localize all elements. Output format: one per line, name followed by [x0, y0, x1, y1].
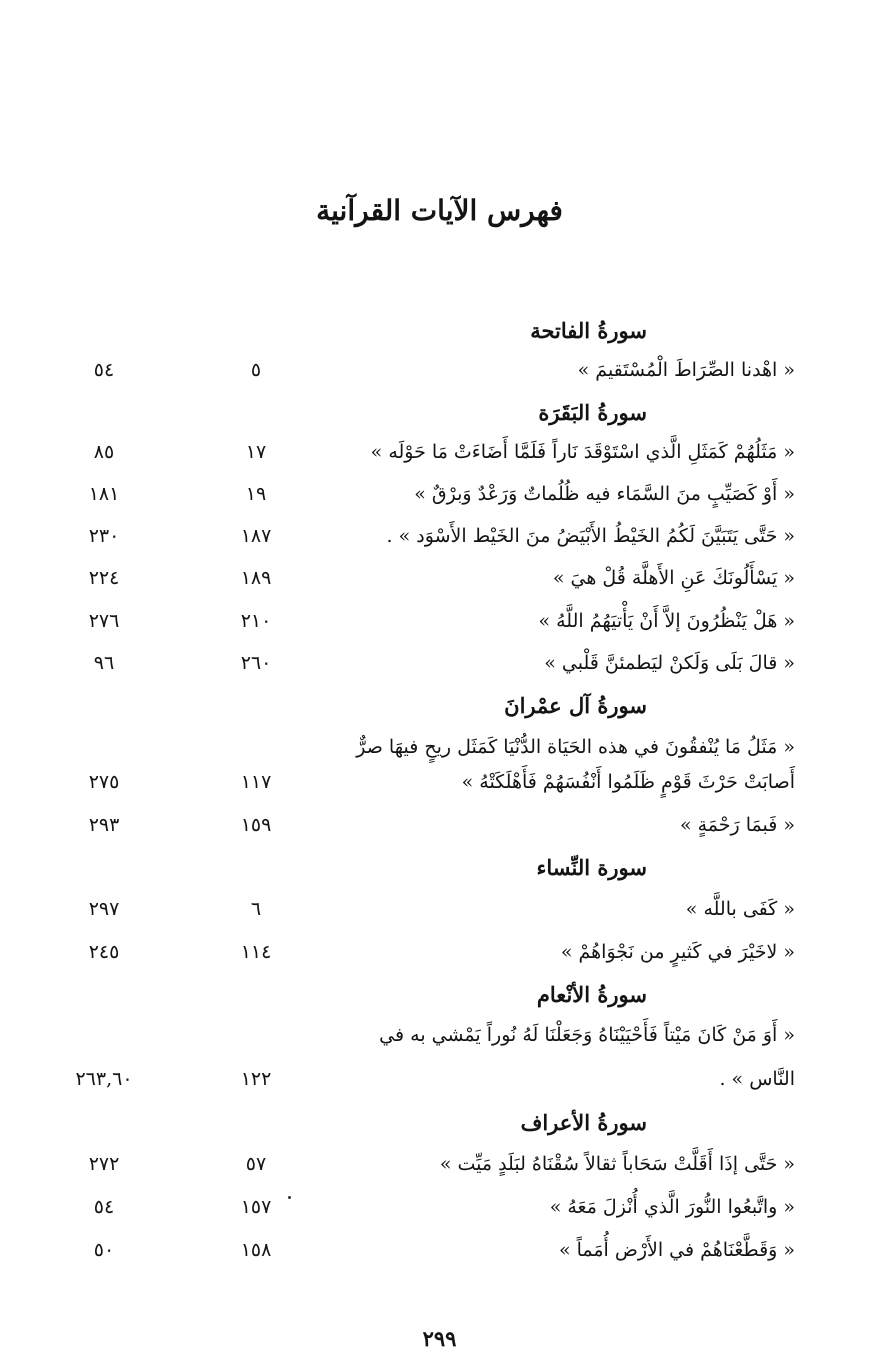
- page-number: ٢٩٩: [422, 1326, 457, 1351]
- page-reference: ٥٤: [93, 359, 115, 381]
- page-reference: ٥٤: [93, 1196, 115, 1218]
- verse-text: « لاخَيْرَ في كَثيرٍ من نَجْوَاهُمْ »: [560, 941, 795, 963]
- ayah-number: ٦: [250, 898, 262, 920]
- surah-heading: سورةُ الأنْعام: [536, 982, 647, 1007]
- surah-heading: سورة النِّساء: [536, 855, 647, 880]
- page-reference: ٢٧٢: [88, 1153, 120, 1175]
- page-reference: ١٨١: [88, 483, 120, 505]
- verse-text: « اهْدنا الصِّرَاطَ الْمُسْتَقيمَ »: [577, 359, 795, 381]
- page-reference: ٩٦: [93, 652, 115, 674]
- verse-text: « واتَّبعُوا النُّورَ الَّذي أُنْزلَ مَعَهُ »: [549, 1196, 795, 1218]
- ayah-number: ٥٧: [245, 1153, 267, 1175]
- ayah-number: ٢١٠: [240, 610, 272, 632]
- verse-text: « وَقَطَّعْنَاهُمْ في الأَرْض أُمَماً »: [558, 1239, 795, 1261]
- ayah-number: ١٥٨: [240, 1239, 272, 1261]
- page-reference: ٢٣٠: [88, 525, 120, 547]
- verse-text: « كَفَى باللَّه »: [685, 898, 795, 920]
- ayah-number: ١٨٩: [240, 567, 272, 589]
- verse-text: « أَوَ مَنْ كَانَ مَيْتاً فَأَحْيَيْنَاهُ وَجَعَلْنَا لَهُ نُوراً يَمْشي به في: [379, 1024, 795, 1046]
- ayah-number: ١٥٩: [240, 814, 272, 836]
- ayah-number: ١٧: [245, 441, 267, 463]
- verse-text: « هَلْ يَنْظُرُونَ إلاَّ أَنْ يَأْتيَهُمُ اللَّهُ »: [538, 610, 795, 632]
- verse-text: النَّاس » .: [719, 1068, 795, 1090]
- ayah-number: ١١٧: [240, 771, 272, 793]
- verse-text: « يَسْأَلُونَكَ عَنِ الأَهلَّة قُلْ هيَ »: [552, 567, 795, 589]
- verse-text: « فَبمَا رَحْمَةٍ »: [679, 814, 795, 836]
- surah-heading: سورةُ الأعراف: [520, 1110, 647, 1135]
- surah-heading: سورةُ الفاتحة: [530, 318, 647, 343]
- page-reference: ٢٧٦: [88, 610, 120, 632]
- verse-text: « حَتَّى إذَا أَقَلَّتْ سَحَاباً ثقالاً سُقْنَاهُ لبَلَدٍ مَيِّت »: [439, 1153, 795, 1175]
- verse-text: « مَثَلُهُمْ كَمَثَلِ الَّذي اسْتَوْقَدَ نَاراً فَلَمَّا أَضَاءَتْ مَا حَوْلَه »: [370, 441, 795, 463]
- page-reference: ٨٥: [93, 441, 115, 463]
- surah-heading: سورةُ البَقَرَة: [538, 400, 647, 425]
- verse-text: أَصابَتْ حَرْثَ قَوْمٍ ظَلَمُوا أَنْفُسَهُمْ فَأَهْلَكَتْهُ »: [461, 771, 795, 793]
- verse-text: « أَوْ كَصَيِّبٍ منَ السَّمَاء فيه ظُلُماتٌ وَرَعْدٌ وَبرْقٌ »: [414, 483, 795, 505]
- ayah-number: ١٩: [245, 483, 267, 505]
- ayah-number: ٥: [250, 359, 262, 381]
- page-reference: ٢٩٣: [88, 814, 120, 836]
- verse-text: « قالَ بَلَى وَلَكنْ ليَطمئنَّ قَلْبي »: [544, 652, 795, 674]
- verse-text: « مَثَلُ مَا يُنْفقُونَ في هذه الحَيَاة الدُّنْيَا كَمَثَل ريحٍ فيهَا صرٌّ: [356, 736, 795, 758]
- ayah-number: ٢٦٠: [240, 652, 272, 674]
- page-title: فهرس الآيات القرآنية: [316, 194, 563, 227]
- verse-text: « حَتَّى يَتَبَيَّنَ لَكُمُ الخَيْطُ الأَبْيَضُ منَ الخَيْط الأَسْوَد » .: [386, 525, 795, 547]
- page-reference: ٢٢٤: [88, 567, 120, 589]
- ayah-number: ١٥٧: [240, 1196, 272, 1218]
- page-reference: ٢٤٥: [88, 941, 120, 963]
- stray-mark: [288, 1196, 291, 1199]
- surah-heading: سورةُ آل عمْرانَ: [504, 693, 647, 718]
- page-reference: ٢٧٥: [88, 771, 120, 793]
- ayah-number: ١٢٢: [240, 1068, 272, 1090]
- page-reference: ٥٠: [93, 1239, 115, 1261]
- ayah-number: ١١٤: [240, 941, 272, 963]
- page-reference: ٢٦٣,٦٠: [75, 1068, 133, 1090]
- page-reference: ٢٩٧: [88, 898, 120, 920]
- ayah-number: ١٨٧: [240, 525, 272, 547]
